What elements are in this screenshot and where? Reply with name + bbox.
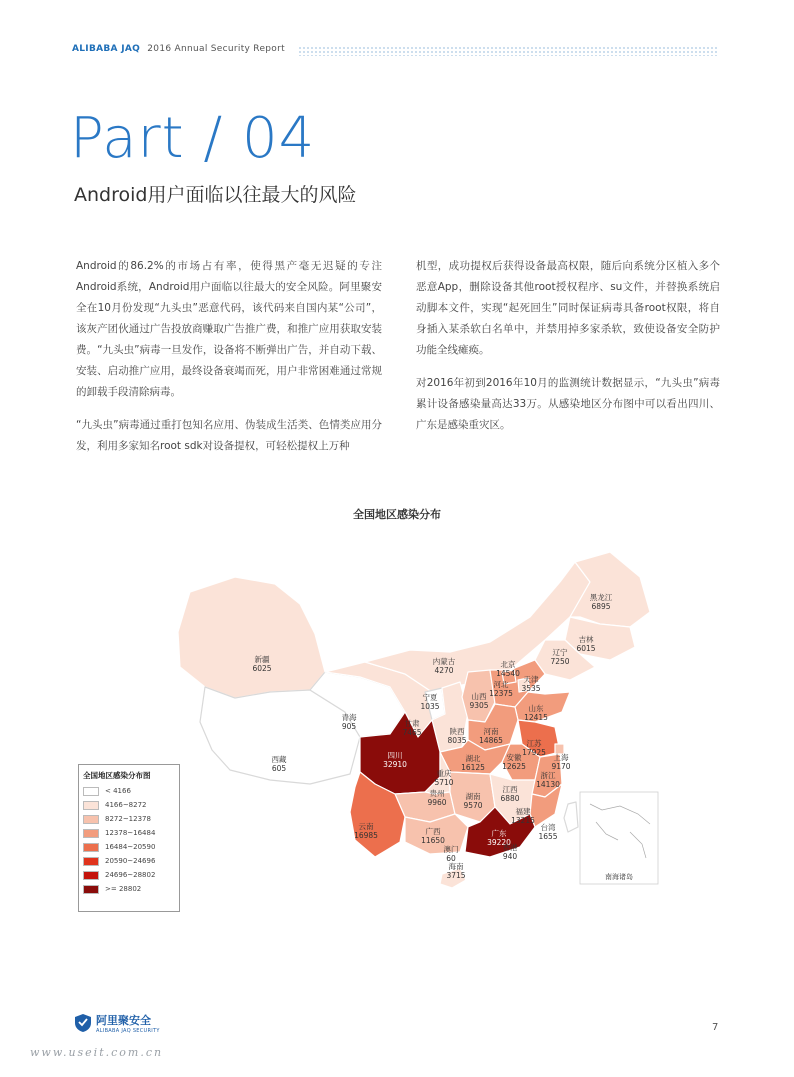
map-title: 全国地区感染分布 — [353, 508, 441, 521]
region-name-label: 江苏 — [526, 739, 542, 748]
legend-item — [79, 826, 179, 840]
region-value-label: 9170 — [551, 762, 571, 771]
region-name-label: 四川 — [387, 751, 403, 760]
region-value-label: 14865 — [479, 736, 503, 745]
region-value-label: 6880 — [500, 794, 520, 803]
region-name-label: 广西 — [425, 827, 441, 836]
region-name-label: 西藏 — [271, 755, 287, 764]
region-value-label: 9305 — [469, 701, 489, 710]
region-name-label: 河北 — [493, 680, 509, 689]
region-name-label: 山西 — [471, 692, 487, 701]
logo-name-en: ALIBABA JAQ SECURITY — [96, 1028, 160, 1034]
region-name-label: 安徽 — [506, 753, 522, 762]
region-name-label: 湖南 — [465, 792, 481, 801]
region-name-label: 河南 — [483, 727, 499, 736]
region-name-label: 宁夏 — [422, 693, 438, 702]
region-name-label: 广东 — [491, 829, 507, 838]
legend-label: 16484~20590 — [105, 843, 156, 851]
header-report-title: 2016 Annual Security Report — [147, 44, 285, 54]
legend-item — [79, 882, 179, 896]
body-paragraph: 机型，成功提权后获得设备最高权限，随后向系统分区植入多个恶意App，删除设备其他root授权程序、su文件，并替换系统启动脚本文件，实现“起死回生”同时保证病毒具备root权限，将自身插入某杀软白名单中，并禁用掉多家杀软，致使设备安全防护功能全线瘫痪。 — [416, 260, 720, 356]
body-paragraph: Android的86.2%的市场占有率，使得黑产毫无迟疑的专注Android系统，Android用户面临以往最大的安全风险。阿里聚安全在10月份发现“九头虫”恶意代码，该代码来自国内某“公司”，该灰产团伙通过广告投放商赚取广告推广费，和推广应用获取安装费。“九头虫”病毒一旦发作，设备将不断弹出广告，并自动下载、安装、启动推广应用，最终设备衰竭而死，用户非常困难通过常规的卸载手段清除病毒。 — [76, 260, 382, 398]
legend-title: 全国地区感染分布图 — [83, 771, 151, 780]
region-name-label: 海南 — [448, 862, 464, 871]
south-sea-inset-label: 南海诸岛 — [605, 873, 633, 881]
region-name-label: 浙江 — [540, 771, 556, 780]
body-column-left — [76, 256, 382, 469]
region-name-label: 北京 — [500, 660, 516, 669]
header-dot-pattern — [298, 46, 718, 56]
footer-logo — [74, 1012, 160, 1034]
region-value-label: 1655 — [538, 832, 558, 841]
region-shape-taiwan — [564, 802, 578, 832]
south-sea-inset-frame — [580, 792, 658, 884]
watermark: www.useit.com.cn — [30, 1046, 164, 1059]
legend-swatch — [83, 787, 99, 796]
region-value-label: 16985 — [354, 831, 378, 840]
legend-item — [79, 840, 179, 854]
legend-label: 20590~24696 — [105, 857, 156, 865]
region-value-label: 1035 — [420, 702, 440, 711]
region-value-label: 39220 — [487, 838, 511, 847]
region-value-label: 940 — [502, 852, 518, 861]
region-value-label: 17925 — [522, 748, 546, 757]
region-shape-xinjiang — [178, 577, 325, 698]
legend-label: 12378~16484 — [105, 829, 156, 837]
map-legend — [78, 764, 180, 912]
page-number: 7 — [712, 1022, 719, 1033]
legend-label: 24696~28802 — [105, 871, 156, 879]
legend-rows — [79, 784, 179, 896]
region-name-label: 辽宁 — [552, 648, 568, 657]
region-value-label: 3715 — [446, 871, 466, 880]
body-paragraph: 对2016年初到2016年10月的监测统计数据显示，“九头虫”病毒累计设备感染量高达33万。从感染地区分布图中可以看出四川、广东是感染重灾区。 — [416, 377, 720, 431]
region-value-label: 11650 — [421, 836, 445, 845]
legend-swatch — [83, 801, 99, 810]
legend-swatch — [83, 843, 99, 852]
region-value-label: 4270 — [434, 666, 454, 675]
china-infection-map — [150, 522, 680, 902]
body-column-right — [416, 256, 720, 448]
region-value-label: 13215 — [511, 816, 535, 825]
region-name-label: 云南 — [358, 822, 374, 831]
region-name-label: 湖北 — [465, 754, 481, 763]
legend-label: 8272~12378 — [105, 815, 151, 823]
region-value-label: 9570 — [463, 801, 483, 810]
region-name-label: 新疆 — [254, 655, 270, 664]
region-value-label: 605 — [271, 764, 287, 773]
region-name-label: 江西 — [502, 785, 518, 794]
region-name-label: 陕西 — [449, 727, 465, 736]
legend-label: >= 28802 — [105, 885, 142, 893]
region-name-label: 重庆 — [436, 769, 452, 778]
region-value-label: 6025 — [252, 664, 272, 673]
legend-item — [79, 812, 179, 826]
legend-swatch — [83, 871, 99, 880]
region-value-label: 7465 — [402, 728, 422, 737]
region-value-label: 60 — [446, 854, 456, 863]
region-value-label: 7250 — [550, 657, 570, 666]
part-title: Part / 04 — [70, 106, 316, 171]
region-value-label: 12415 — [524, 713, 548, 722]
section-subtitle: Android用户面临以往最大的风险 — [74, 184, 357, 206]
region-name-label: 台湾 — [540, 823, 556, 832]
region-name-label: 香港 — [502, 843, 518, 852]
legend-item — [79, 798, 179, 812]
region-value-label: 6895 — [591, 602, 611, 611]
legend-label: < 4166 — [105, 787, 131, 795]
region-value-label: 16125 — [461, 763, 485, 772]
region-name-label: 澳门 — [443, 845, 459, 854]
legend-item — [79, 784, 179, 798]
region-name-label: 上海 — [553, 753, 569, 762]
region-name-label: 福建 — [515, 807, 531, 816]
legend-label: 4166~8272 — [105, 801, 147, 809]
shield-logo-icon — [74, 1013, 92, 1033]
region-value-label: 8035 — [447, 736, 467, 745]
region-name-label: 内蒙古 — [432, 657, 456, 666]
region-value-label: 12375 — [489, 689, 513, 698]
body-paragraph: “九头虫”病毒通过重打包知名应用、伪装成生活类、色情类应用分发，利用多家知名root sdk对设备提权，可轻松提权上万种 — [76, 419, 382, 452]
legend-item — [79, 854, 179, 868]
legend-item — [79, 868, 179, 882]
region-value-label: 5710 — [434, 778, 454, 787]
region-value-label: 12625 — [502, 762, 526, 771]
region-name-label: 黑龙江 — [589, 593, 613, 602]
region-value-label: 9960 — [427, 798, 447, 807]
page-header — [72, 44, 285, 54]
legend-swatch — [83, 885, 99, 894]
legend-swatch — [83, 815, 99, 824]
region-value-label: 905 — [341, 722, 357, 731]
region-value-label: 3535 — [521, 684, 541, 693]
region-value-label: 14130 — [536, 780, 560, 789]
region-name-label: 贵州 — [429, 789, 445, 798]
region-value-label: 14540 — [496, 669, 520, 678]
region-name-label: 吉林 — [578, 635, 594, 644]
logo-name-cn: 阿里聚安全 — [96, 1014, 151, 1027]
region-value-label: 6015 — [576, 644, 596, 653]
region-value-label: 32910 — [383, 760, 407, 769]
region-name-label: 甘肃 — [404, 719, 420, 728]
region-name-label: 天津 — [523, 675, 539, 684]
region-name-label: 青海 — [341, 713, 357, 722]
legend-swatch — [83, 829, 99, 838]
header-brand: ALIBABA JAQ — [72, 44, 141, 54]
region-name-label: 山东 — [528, 704, 544, 713]
legend-swatch — [83, 857, 99, 866]
